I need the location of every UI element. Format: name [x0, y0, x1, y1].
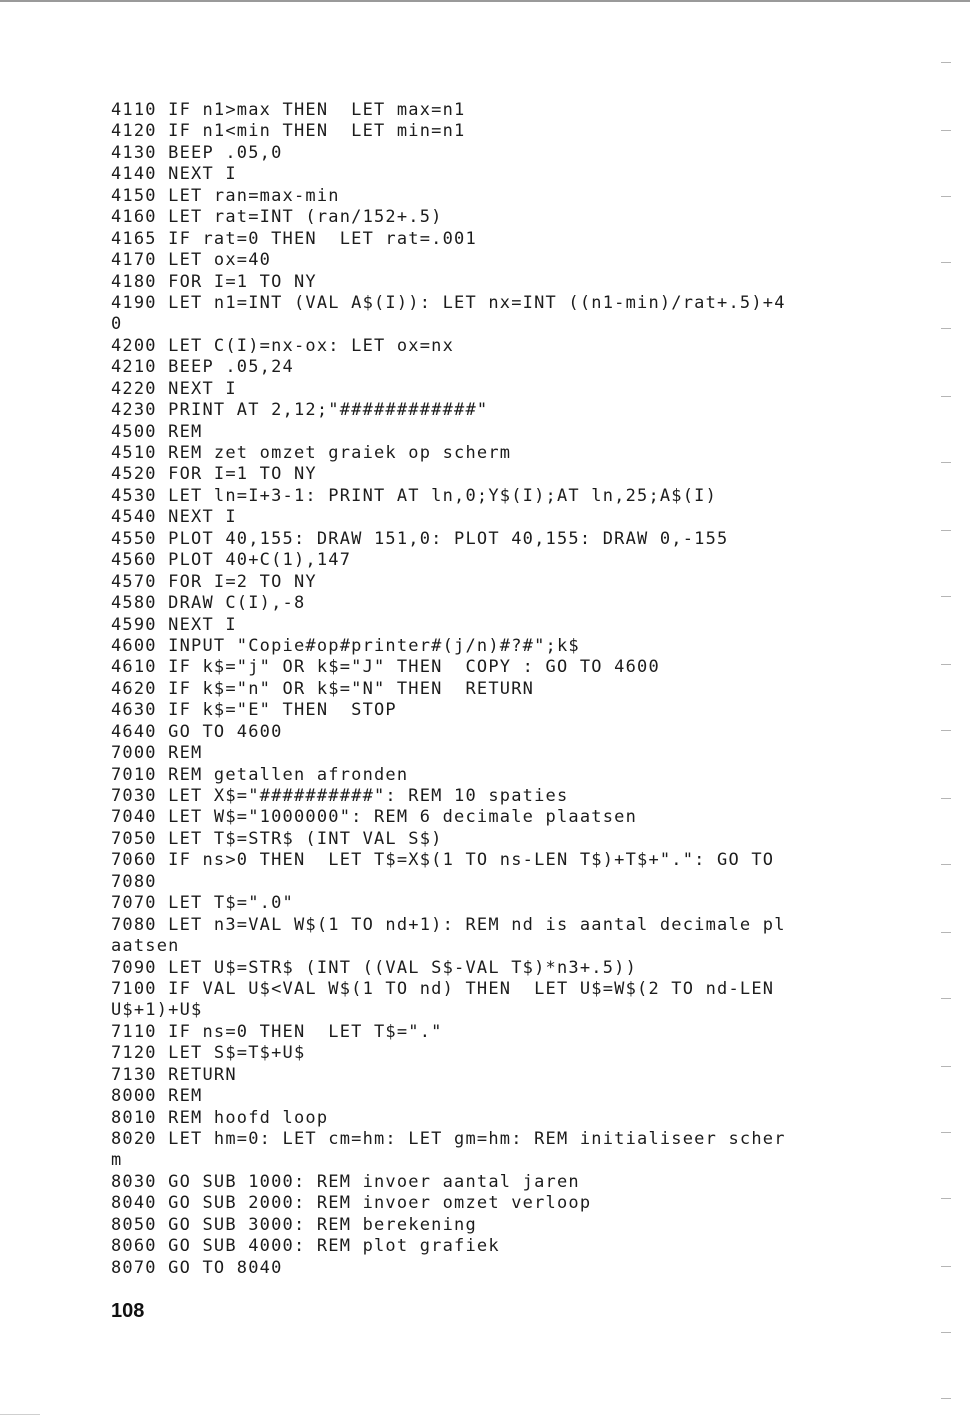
code-line: 4140 NEXT I: [111, 164, 237, 185]
right-margin-ticks: [941, 0, 953, 1421]
code-line: 4170 LET ox=40: [111, 250, 272, 271]
margin-tick: [941, 1066, 951, 1067]
code-line: 4560 PLOT 40+C(1),147: [111, 550, 352, 571]
code-line: 4165 IF rat=0 THEN LET rat=.001: [111, 228, 477, 249]
code-line: 4550 PLOT 40,155: DRAW 151,0: PLOT 40,155: DRAW 0,-155: [111, 528, 729, 549]
code-line: 4540 NEXT I: [111, 507, 237, 528]
code-line: 4610 IF k$="j" OR k$="J" THEN COPY : GO TO 4600: [111, 657, 660, 678]
margin-tick: [941, 462, 951, 463]
margin-tick: [941, 798, 951, 799]
code-line: 7080: [111, 871, 157, 892]
code-line: 7030 LET X$="##########": REM 10 spaties: [111, 786, 569, 806]
margin-tick: [941, 196, 951, 197]
code-line: 4190 LET n1=INT (VAL A$(I)): LET nx=INT ((n1-min)/rat+.5)+4: [111, 292, 786, 313]
code-line: 7040 LET W$="1000000": REM 6 decimale plaatsen: [111, 807, 638, 828]
bottom-edge-mark: [0, 1414, 40, 1415]
margin-tick: [941, 932, 951, 933]
code-line: 7120 LET S$=T$+U$: [111, 1043, 306, 1064]
code-line: 8020 LET hm=0: LET cm=hm: LET gm=hm: REM initialiseer scher: [111, 1129, 786, 1149]
code-line: 8010 REM hoofd loop: [111, 1107, 329, 1128]
margin-tick: [941, 262, 951, 263]
code-line: 4130 BEEP .05,0: [111, 142, 283, 163]
code-line: 4210 BEEP .05,24: [111, 357, 294, 378]
code-line: 7000 REM: [111, 743, 203, 764]
code-line: 4180 FOR I=1 TO NY: [111, 271, 317, 292]
code-line: 4580 DRAW C(I),-8: [111, 593, 306, 614]
code-line: 4120 IF n1<min THEN LET min=n1: [111, 121, 466, 142]
code-line: 8070 GO TO 8040: [111, 1257, 283, 1278]
margin-tick: [941, 1332, 951, 1333]
code-line: 4630 IF k$="E" THEN STOP: [111, 700, 397, 721]
margin-tick: [941, 664, 951, 665]
code-line: 8060 GO SUB 4000: REM plot grafiek: [111, 1236, 500, 1257]
code-line: 8050 GO SUB 3000: REM berekening: [111, 1214, 477, 1235]
code-line: 0: [111, 314, 123, 335]
page-number: 108: [111, 1300, 145, 1322]
code-line: 7080 LET n3=VAL W$(1 TO nd+1): REM nd is aantal decimale pl: [111, 914, 786, 935]
code-line: U$+1)+U$: [111, 1000, 203, 1021]
top-border-line: [0, 0, 970, 2]
code-line: 4510 REM zet omzet graiek op scherm: [111, 443, 512, 463]
margin-tick: [941, 1398, 951, 1399]
code-line: 4600 INPUT "Copie#op#printer#(j/n)#?#";k$: [111, 635, 580, 656]
code-line: 4640 GO TO 4600: [111, 721, 283, 742]
code-line: 4500 REM: [111, 421, 203, 442]
code-line: 8040 GO SUB 2000: REM invoer omzet verloop: [111, 1193, 592, 1214]
code-line: 4530 LET ln=I+3-1: PRINT AT ln,0;Y$(I);AT ln,25;A$(I): [111, 485, 718, 506]
code-line: 4520 FOR I=1 TO NY: [111, 464, 317, 485]
code-line: 8000 REM: [111, 1086, 203, 1107]
margin-tick: [941, 328, 951, 329]
margin-tick: [941, 530, 951, 531]
margin-tick: [941, 596, 951, 597]
code-line: 7090 LET U$=STR$ (INT ((VAL S$-VAL T$)*n3+.5)): [111, 957, 638, 978]
code-line: 4230 PRINT AT 2,12;"############": [111, 400, 489, 421]
basic-program-listing: [111, 100, 871, 1279]
code-line: m: [111, 1150, 123, 1171]
code-line: aatsen: [111, 936, 180, 957]
code-line: 8030 GO SUB 1000: REM invoer aantal jaren: [111, 1171, 580, 1192]
code-line: 7050 LET T$=STR$ (INT VAL S$): [111, 828, 443, 849]
code-line: 7100 IF VAL U$<VAL W$(1 TO nd) THEN LET U$=W$(2 TO nd-LEN: [111, 978, 775, 999]
margin-tick: [941, 1266, 951, 1267]
margin-tick: [941, 396, 951, 397]
code-line: 4220 NEXT I: [111, 378, 237, 399]
margin-tick: [941, 62, 951, 63]
margin-tick: [941, 1132, 951, 1133]
code-line: 4150 LET ran=max-min: [111, 185, 340, 206]
code-line: 7110 IF ns=0 THEN LET T$=".": [111, 1021, 443, 1042]
margin-tick: [941, 998, 951, 999]
margin-tick: [941, 730, 951, 731]
margin-tick: [941, 864, 951, 865]
code-line: 7010 REM getallen afronden: [111, 764, 409, 785]
margin-tick: [941, 1198, 951, 1199]
code-line: 7070 LET T$=".0": [111, 893, 294, 914]
code-line: 4110 IF n1>max THEN LET max=n1: [111, 100, 466, 120]
code-line: 7130 RETURN: [111, 1064, 237, 1085]
margin-tick: [941, 130, 951, 131]
code-line: 4200 LET C(I)=nx-ox: LET ox=nx: [111, 335, 455, 356]
code-line: 4160 LET rat=INT (ran/152+.5): [111, 207, 443, 228]
code-line: 4590 NEXT I: [111, 614, 237, 635]
code-line: 4620 IF k$="n" OR k$="N" THEN RETURN: [111, 678, 535, 699]
code-line: 4570 FOR I=2 TO NY: [111, 571, 317, 592]
code-line: 7060 IF ns>0 THEN LET T$=X$(1 TO ns-LEN T$)+T$+".": GO TO: [111, 850, 775, 871]
